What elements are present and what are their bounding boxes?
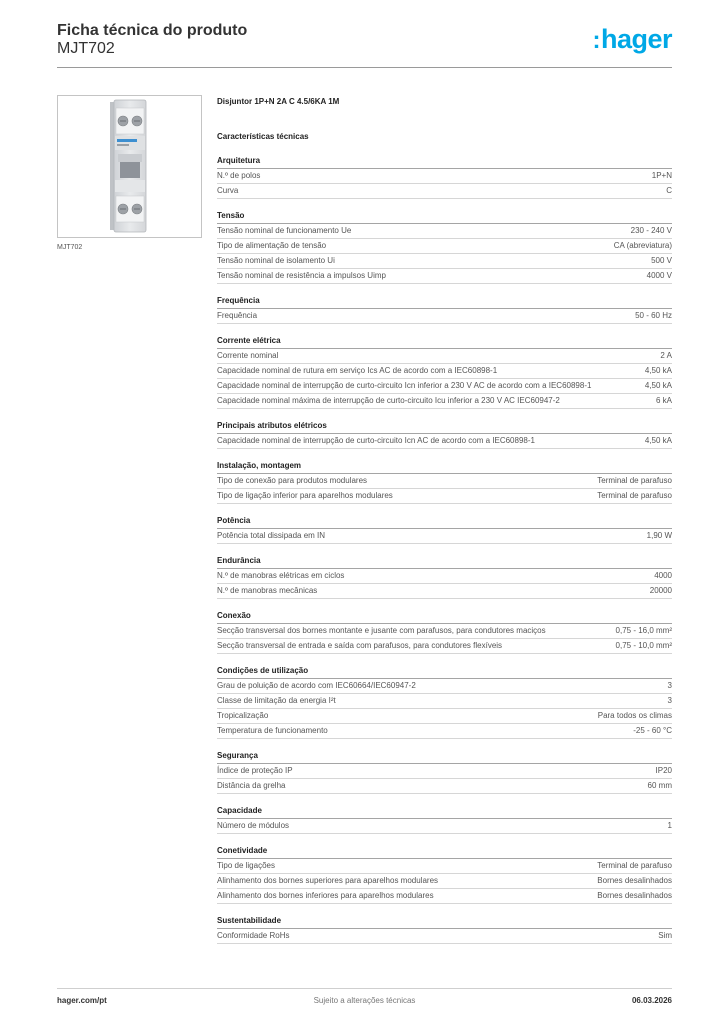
section-title: Conexão	[217, 610, 672, 624]
spec-section	[217, 295, 672, 324]
spec-label: Tropicalização	[217, 711, 269, 720]
spec-label: Índice de proteção IP	[217, 766, 293, 775]
spec-label: Frequência	[217, 311, 258, 320]
spec-row	[217, 929, 672, 944]
section-title: Capacidade	[217, 805, 672, 819]
spec-value: 50 - 60 Hz	[635, 311, 672, 320]
spec-value: Terminal de parafuso	[597, 476, 672, 485]
spec-row	[217, 779, 672, 794]
spec-row	[217, 379, 672, 394]
spec-value: Bornes desalinhados	[597, 891, 672, 900]
spec-row	[217, 169, 672, 184]
page-title: Ficha técnica do produto	[57, 22, 248, 39]
spec-label: Capacidade nominal de interrupção de curto-circuito Icn inferior a 230 V AC de acordo com a IEC60898-1	[217, 381, 592, 390]
footer-notice: Sujeito a alterações técnicas	[313, 996, 416, 1005]
spec-label: Capacidade nominal de rutura em serviço Ics AC de acordo com a IEC60898-1	[217, 366, 498, 375]
spec-value: 230 - 240 V	[630, 226, 672, 235]
spec-row	[217, 364, 672, 379]
spec-value: -25 - 60 °C	[633, 726, 672, 735]
spec-label: Capacidade nominal máxima de interrupção de curto-circuito Icu inferior a 230 V AC IEC60947-2	[217, 396, 560, 405]
logo-mark: :	[592, 27, 600, 54]
spec-section	[217, 210, 672, 284]
spec-section	[217, 155, 672, 199]
spec-row	[217, 859, 672, 874]
spec-row	[217, 724, 672, 739]
spec-label: Tensão nominal de funcionamento Ue	[217, 226, 352, 235]
spec-label: Tipo de ligações	[217, 861, 275, 870]
page-footer	[57, 996, 672, 1010]
section-title: Tensão	[217, 210, 672, 224]
header-divider	[57, 67, 672, 68]
spec-value: 4,50 kA	[644, 381, 672, 390]
spec-value: Para todos os climas	[597, 711, 672, 720]
spec-value: 20000	[649, 586, 672, 595]
spec-value: Sim	[658, 931, 672, 940]
spec-value: Bornes desalinhados	[597, 876, 672, 885]
spec-row	[217, 224, 672, 239]
spec-section	[217, 610, 672, 654]
section-title: Segurança	[217, 750, 672, 764]
spec-label: Número de módulos	[217, 821, 290, 830]
spec-row	[217, 489, 672, 504]
section-title: Frequência	[217, 295, 672, 309]
section-title: Arquitetura	[217, 155, 672, 169]
spec-value: 3	[667, 681, 672, 690]
spec-row	[217, 434, 672, 449]
spec-value: IP20	[655, 766, 672, 775]
footer-divider	[57, 988, 672, 989]
spec-label: Alinhamento dos bornes superiores para aparelhos modulares	[217, 876, 439, 885]
spec-row	[217, 624, 672, 639]
logo-text: hager	[600, 24, 672, 54]
circuit-breaker-image	[58, 96, 201, 237]
spec-row	[217, 889, 672, 904]
spec-section	[217, 420, 672, 449]
spec-value: C	[666, 186, 672, 195]
spec-row	[217, 764, 672, 779]
spec-row	[217, 679, 672, 694]
product-image	[57, 95, 202, 238]
spec-row	[217, 309, 672, 324]
section-title: Instalação, montagem	[217, 460, 672, 474]
spec-label: Distância da grelha	[217, 781, 286, 790]
spec-row	[217, 394, 672, 409]
product-code: MJT702	[57, 40, 115, 57]
spec-sections	[217, 155, 672, 944]
spec-label: N.º de manobras mecânicas	[217, 586, 318, 595]
spec-section	[217, 915, 672, 944]
section-title: Endurância	[217, 555, 672, 569]
spec-row	[217, 694, 672, 709]
spec-row	[217, 529, 672, 544]
spec-value: Terminal de parafuso	[597, 491, 672, 500]
spec-value: 1P+N	[651, 171, 672, 180]
section-title: Corrente elétrica	[217, 335, 672, 349]
spec-section	[217, 805, 672, 834]
spec-row	[217, 184, 672, 199]
spec-content	[217, 95, 672, 955]
section-title: Conetividade	[217, 845, 672, 859]
spec-value: 4,50 kA	[644, 436, 672, 445]
spec-label: N.º de polos	[217, 171, 261, 180]
spec-row	[217, 269, 672, 284]
spec-section	[217, 555, 672, 599]
section-title: Sustentabilidade	[217, 915, 672, 929]
spec-label: Tensão nominal de resistência a impulsos Uimp	[217, 271, 386, 280]
spec-value: 6 kA	[655, 396, 672, 405]
spec-label: Curva	[217, 186, 239, 195]
footer-date: 06.03.2026	[631, 996, 672, 1005]
spec-label: Alinhamento dos bornes inferiores para aparelhos modulares	[217, 891, 434, 900]
spec-row	[217, 709, 672, 724]
spec-value: CA (abreviatura)	[613, 241, 672, 250]
spec-label: Tensão nominal de isolamento Ui	[217, 256, 335, 265]
spec-value: 0,75 - 10,0 mm²	[615, 641, 672, 650]
spec-row	[217, 874, 672, 889]
spec-row	[217, 349, 672, 364]
spec-value: Terminal de parafuso	[597, 861, 672, 870]
spec-row	[217, 639, 672, 654]
characteristics-heading: Características técnicas	[217, 132, 309, 141]
spec-label: N.º de manobras elétricas em ciclos	[217, 571, 345, 580]
spec-section	[217, 750, 672, 794]
spec-section	[217, 335, 672, 409]
spec-row	[217, 474, 672, 489]
spec-label: Secção transversal dos bornes montante e jusante com parafusos, para condutores maciços	[217, 626, 546, 635]
section-title: Condições de utilização	[217, 665, 672, 679]
spec-value: 1	[667, 821, 672, 830]
spec-value: 4000	[654, 571, 672, 580]
spec-value: 4,50 kA	[644, 366, 672, 375]
spec-label: Tipo de ligação inferior para aparelhos modulares	[217, 491, 393, 500]
section-title: Potência	[217, 515, 672, 529]
spec-label: Temperatura de funcionamento	[217, 726, 328, 735]
spec-section	[217, 845, 672, 904]
spec-row	[217, 254, 672, 269]
spec-section	[217, 665, 672, 739]
spec-label: Grau de poluição de acordo com IEC60664/IEC60947-2	[217, 681, 416, 690]
image-caption: MJT702	[57, 244, 83, 251]
spec-label: Secção transversal de entrada e saída com parafusos, para condutores flexíveis	[217, 641, 503, 650]
spec-section	[217, 460, 672, 504]
spec-label: Conformidade RoHs	[217, 931, 290, 940]
spec-row	[217, 584, 672, 599]
spec-value: 4000 V	[646, 271, 672, 280]
spec-value: 500 V	[651, 256, 672, 265]
page-header	[57, 22, 672, 68]
spec-row	[217, 819, 672, 834]
spec-label: Tipo de conexão para produtos modulares	[217, 476, 368, 485]
spec-value: 60 mm	[647, 781, 672, 790]
spec-value: 2 A	[660, 351, 672, 360]
spec-row	[217, 569, 672, 584]
spec-value: 3	[667, 696, 672, 705]
spec-label: Tipo de alimentação de tensão	[217, 241, 327, 250]
spec-label: Corrente nominal	[217, 351, 279, 360]
spec-section	[217, 515, 672, 544]
product-name: Disjuntor 1P+N 2A C 4.5/6KA 1M	[217, 97, 340, 106]
spec-label: Potência total dissipada em IN	[217, 531, 326, 540]
spec-label: Classe de limitação da energia I²t	[217, 696, 336, 705]
hager-logo	[592, 26, 672, 53]
footer-website: hager.com/pt	[57, 996, 107, 1005]
spec-value: 1,90 W	[646, 531, 672, 540]
section-title: Principais atributos elétricos	[217, 420, 672, 434]
spec-label: Capacidade nominal de interrupção de curto-circuito Icn AC de acordo com a IEC60898-1	[217, 436, 535, 445]
spec-row	[217, 239, 672, 254]
spec-value: 0,75 - 16,0 mm²	[615, 626, 672, 635]
